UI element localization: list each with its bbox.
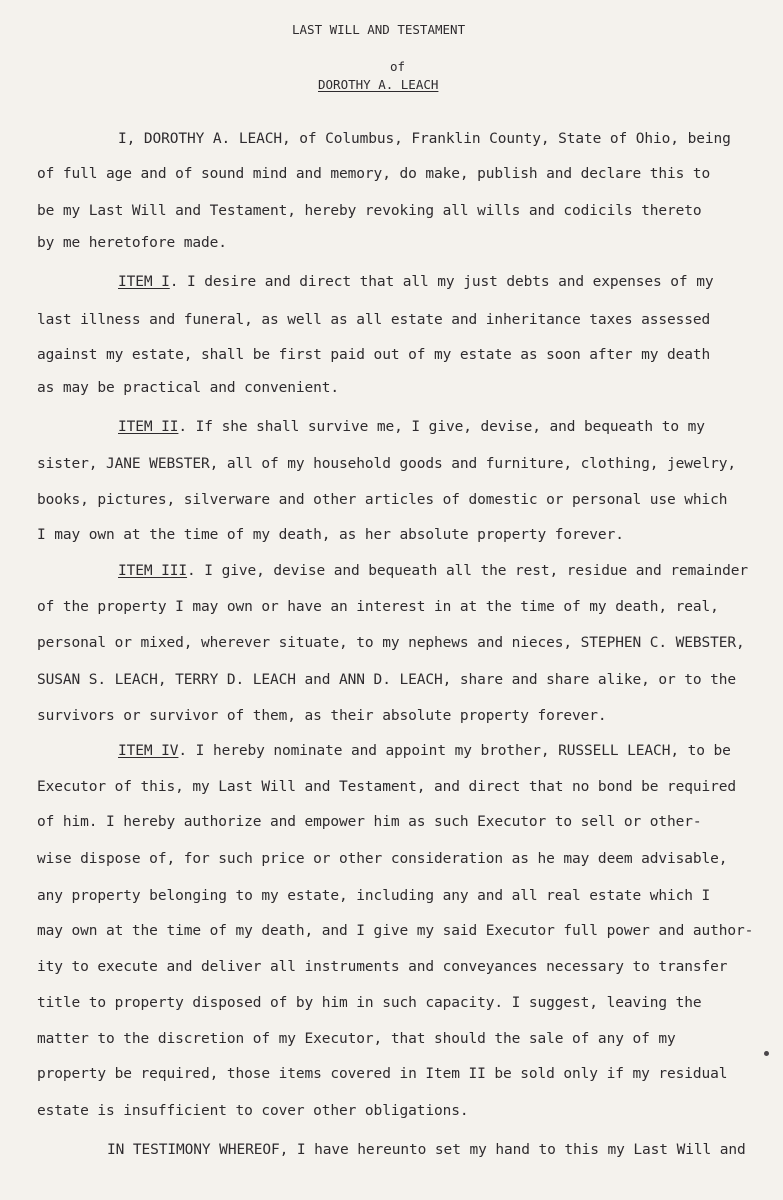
intro-line: by me heretofore made. [37, 235, 227, 251]
intro-line: be my Last Will and Testament, hereby revoking all wills and codicils thereto [37, 203, 702, 219]
item-4-line: may own at the time of my death, and I give my said Executor full power and author- [37, 923, 754, 939]
item-2-label: ITEM II [118, 419, 179, 435]
item-4-first-line [118, 741, 731, 761]
document-title: LAST WILL AND TESTAMENT [292, 22, 466, 37]
item-3-line: personal or mixed, wherever situate, to my nephews and nieces, STEPHEN C. WEBSTER, [37, 635, 745, 651]
item-3-first-text: . I give, devise and bequeath all the rest, residue and remainder [187, 563, 748, 579]
item-3-first-line [118, 561, 748, 581]
item-1-label: ITEM I [118, 274, 170, 290]
item-4-first-text: . I hereby nominate and appoint my brother, RUSSELL LEACH, to be [178, 743, 731, 759]
ink-dot [764, 1051, 769, 1056]
item-3-line: survivors or survivor of them, as their absolute property forever. [37, 708, 607, 724]
item-4-line: title to property disposed of by him in such capacity. I suggest, leaving the [37, 995, 702, 1011]
item-4-line: estate is insufficient to cover other obligations. [37, 1103, 469, 1119]
intro-line: of full age and of sound mind and memory, do make, publish and declare this to [37, 166, 711, 182]
item-1-line: against my estate, shall be first paid out of my estate as soon after my death [37, 347, 711, 363]
item-2-first-text: . If she shall survive me, I give, devise, and bequeath to my [178, 419, 705, 435]
item-3-label: ITEM III [118, 563, 188, 579]
item-4-line: wise dispose of, for such price or other consideration as he may deem advisable, [37, 851, 728, 867]
item-4-label: ITEM IV [118, 743, 179, 759]
item-4-line: of him. I hereby authorize and empower him as such Executor to sell or other- [37, 814, 702, 830]
item-2-line: sister, JANE WEBSTER, all of my household goods and furniture, clothing, jewelry, [37, 456, 737, 472]
testimony-line: IN TESTIMONY WHEREOF, I have hereunto set my hand to this my Last Will and [107, 1142, 746, 1158]
item-4-line: matter to the discretion of my Executor, that should the sale of any of my [37, 1031, 676, 1047]
item-2-line: I may own at the time of my death, as her absolute property forever. [37, 527, 624, 543]
item-3-line: SUSAN S. LEACH, TERRY D. LEACH and ANN D. LEACH, share and share alike, or to the [37, 672, 737, 688]
item-2-first-line [118, 417, 705, 437]
item-1-line: last illness and funeral, as well as all estate and inheritance taxes assessed [37, 312, 711, 328]
intro-line: I, DOROTHY A. LEACH, of Columbus, Franklin County, State of Ohio, being [118, 131, 731, 147]
item-1-first-text: . I desire and direct that all my just debts and expenses of my [169, 274, 714, 290]
testator-name: DOROTHY A. LEACH [318, 77, 439, 92]
item-1-first-line [118, 272, 713, 292]
item-3-line: of the property I may own or have an interest in at the time of my death, real, [37, 599, 719, 615]
document-of: of [390, 59, 406, 74]
item-4-line: ity to execute and deliver all instruments and conveyances necessary to transfer [37, 959, 728, 975]
item-1-line: as may be practical and convenient. [37, 380, 340, 396]
item-4-line: any property belonging to my estate, including any and all real estate which I [37, 888, 711, 904]
item-4-line: Executor of this, my Last Will and Testament, and direct that no bond be required [37, 779, 737, 795]
item-4-line: property be required, those items covered in Item II be sold only if my residual [37, 1066, 728, 1082]
item-2-line: books, pictures, silverware and other articles of domestic or personal use which [37, 492, 728, 508]
